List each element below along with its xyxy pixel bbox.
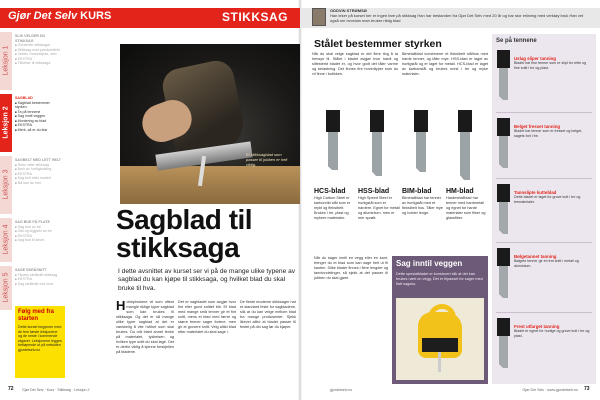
blade-steel (499, 136, 508, 168)
lesson-body (15, 158, 61, 185)
teeth-sidebar (492, 34, 596, 384)
right-heading: Stålet bestemmer styrken (314, 38, 442, 50)
teeth-item (514, 324, 592, 338)
lesson-item: ■ Retur etter stikksag (15, 163, 61, 168)
footer-left-text: Gjør Det Selv · Kurs · Stikksag · Leksjon 2 (22, 388, 90, 392)
lesson-item: ■ Sag belt etter modell (15, 176, 61, 181)
lesson-item: ■ Bruk av hurtigkobling (15, 167, 61, 172)
brand-name: Gjør Det Selv (8, 10, 78, 22)
lesson-item: ■ EKSTRA (15, 277, 61, 282)
author-name: ODDVIN STRØMSØ (330, 8, 367, 13)
followup-text: Dette kurset begynner med de fem første leksjonene og de neste i kommende utgaver. Leksjonene legges fortløpende ut på nettsiden gjordetselv.no (18, 325, 62, 352)
blade-shank (497, 118, 510, 136)
hero-photo-jigsaw (120, 44, 300, 204)
teeth-item-text: Bladet er egnet for hurtige og grove kutt i tre og plast. (514, 329, 590, 338)
lesson-tab-label: Leksjon 3 (2, 169, 10, 200)
hero-caption: Et stikksagblad som passer til jobben er helt viktig. (246, 152, 288, 167)
blade-type-block (314, 188, 356, 221)
teeth-item (514, 190, 592, 204)
lesson-item: ■ EKSTRA (15, 234, 61, 239)
author-photo (312, 8, 326, 26)
blade-steel (328, 132, 338, 170)
blade-steel (499, 68, 508, 100)
lesson-item: ■ Stikksag med penduleffekt (15, 48, 61, 53)
lesson-item: ■ Merk, så er du klar (15, 128, 61, 133)
blade-shank (497, 318, 510, 336)
teeth-sidebar-title: Se på tennene (496, 38, 537, 44)
feature-text: Dette spesialbladet er konstruert slik at det kan brukes nært en vegg. Det er tilpasset for sager med flatt sagsko. (396, 272, 483, 286)
lesson-body (15, 220, 61, 243)
teeth-item-title: Tannslipte kutteblad (514, 190, 557, 195)
teeth-separator (496, 178, 592, 179)
lesson-tab-label: Leksjon 2 (2, 106, 10, 139)
teeth-item-title: Uslag sliper tanning (514, 56, 556, 61)
blade-type-text: High Speed Steel er hurtigstål som er hardere. Egnet for metall og aluminium, men er mer sprøtt. (358, 196, 400, 220)
lesson-body (15, 268, 61, 286)
blade-type-block (402, 188, 444, 216)
blade-type-block (358, 188, 400, 221)
blade-type-name: BIM-blad (402, 188, 432, 195)
followup-title: Følg med fra starten (18, 309, 55, 322)
blade-steel (416, 132, 426, 172)
article-standfirst: I dette avsnittet av kurset ser vi på de mange ulike typene av sagblad du kan kjøpe til stikksaga, og hvilket blad du skal bruke til hva. (118, 268, 296, 292)
teeth-item (514, 254, 592, 268)
teeth-item-title: Frest utfarget tanning (514, 324, 560, 329)
lesson-item: ■ Generelle stikksager (15, 43, 61, 48)
lesson-title: SAGBLAD (15, 96, 33, 100)
right-body-bottom: Når du sager inntil en vegg eller en kant, trenger du et blad som kan sage helt ut til kanten. Slike blader finnes i flere lengder og tanninndelinger, så sjekk at det passer til jobben du skal gjøre. (314, 256, 388, 280)
body-column-3: De fleste moderne stikksager har et standard feste for sagbladene, slik at du kan velge mellom blad fra mange produsenter. Sjekk likevel alltid at bladet passer til festet på din sag før du kjøper. (240, 300, 296, 329)
wood-plank (120, 166, 300, 204)
blade-types-photo (312, 110, 488, 196)
blade-type-name: HCS-blad (314, 188, 346, 195)
lesson-5 (0, 266, 62, 310)
lesson-item: ■ Tilpass skråsnitt stikksag (15, 273, 61, 278)
blade-type-text: Bimetallblad har tenner av hurtigstål med et fleksibelt hus. Tåler mye og holder lenge. (402, 196, 443, 215)
blade-steel (499, 266, 508, 298)
blade-type-name: HM-blad (446, 188, 474, 195)
lesson-item: ■ Sag bue av tre (15, 225, 61, 230)
lesson-2 (0, 94, 62, 152)
lesson-tab-label: Leksjon 4 (2, 224, 10, 255)
section-title: STIKKSAG (222, 10, 289, 24)
blade-shank (370, 110, 384, 132)
teeth-item-text: Bladet har fine tenner som er slipt for rette og fine snitt i tre og plast. (514, 61, 587, 70)
teeth-separator (496, 312, 592, 313)
teeth-item-text: Bladet har tenner som er fresset og belget, sagets fort i tre. (514, 129, 583, 138)
lesson-title: SLIK VELGER DU STIKKSAG (15, 34, 46, 43)
footer-right (308, 388, 592, 392)
lesson-tab (0, 32, 12, 90)
body-paragraph-1: obbybrukere vil som oftest mangle riktige typer sagblad som kan brukes til stikksaga. Og det er så mange ulike typer sagblad at det er vanskelig å vite hvilket som skal brukes. Du må blant annet tenke på materialet, tykkelsen og hvilken type snitt du skal lage. Det er derfor viktig å kjenne forskjellen på bladene. (116, 300, 174, 354)
body-column-1 (116, 300, 174, 355)
footer-right-text: Gjør Det Selv · www.gjordetselv.no (522, 388, 578, 392)
lesson-title: SAG BUE PÅ PLATE (15, 220, 50, 224)
lesson-item: ■ EKSTRA (15, 123, 61, 128)
lesson-item: ■ Sikt og leggsikt av tre (15, 229, 61, 234)
brand-suffix: KURS (80, 10, 112, 22)
lesson-item: ■ Sag skråsnitt ved nest (15, 282, 61, 287)
lesson-item: ■ Sag inntil veggen (15, 114, 61, 119)
lesson-item: ■ Vekter, motorstyrke, selv (15, 52, 61, 57)
teeth-item-text: Bølgete tenner gir et rent snitt i metall og aluminium. (514, 259, 579, 268)
lesson-tab (0, 94, 12, 152)
lesson-body (15, 96, 61, 132)
blade-type-name: HSS-blad (358, 188, 390, 195)
teeth-item-text: Dette bladet er laget for grove kutt i tre og trematerialer. (514, 195, 581, 204)
teeth-item-title: Belget fresset tanning (514, 124, 561, 129)
lesson-item: ■ EKSTRA (15, 57, 61, 62)
blade-steel (499, 202, 508, 234)
teeth-separator (496, 242, 592, 243)
blade-shank (326, 110, 340, 132)
lesson-item: ■ Montering av blad (15, 119, 61, 124)
teeth-item-title: Bølgetannet tanning (514, 254, 557, 259)
lesson-tab-label: Leksjon 5 (2, 272, 10, 303)
body-column-2: Det er sagbladet som avgjør hvor fint eller grovt snittet blir. Et blad med mange små tenner gir et fint snitt, mens et blad med færre og større tenner sager fortere, men gir et grovere snitt. Velg alltid blad etter materialet du skal sage i. (178, 300, 236, 334)
page-number-left: 72 (8, 386, 14, 392)
lesson-tab-label: Leksjon 1 (2, 45, 10, 76)
lesson-tab (0, 156, 12, 214)
feature-title: Sag inntil veggen (396, 259, 463, 268)
lesson-item: ■ Ta på tennene (15, 110, 61, 115)
article-headline: Sagblad til stikksaga (116, 204, 253, 263)
lesson-title: SAGBELT MED LETT HELT (15, 158, 61, 162)
lesson-body (15, 34, 61, 66)
lesson-item: ■ Sag bue til sirkel (15, 238, 61, 243)
footer-left (8, 388, 292, 392)
yellow-jigsaw-photo (396, 298, 484, 380)
blade-shank (497, 184, 510, 202)
lesson-item: ■ Sagblad bestemmer styrken (15, 101, 61, 110)
teeth-item (514, 56, 592, 70)
teeth-item (514, 124, 592, 138)
jigsaw-base (422, 338, 458, 352)
blade-type-text: High Carbon Steel er karbonrikt stål som er mykt og fleksibelt. Brukes i tre, plast og mykere materialer. (314, 196, 351, 220)
blade-steel (372, 132, 382, 176)
right-intro-2: Bimetallblad kombinerer et fleksibelt stålhus med harde tenner, og tåler mye. HSS-blad er laget av hurtigstål og er laget for metall. HCS-blad er laget av karbonstål og brukes mest i tre og myke materialer. (402, 52, 488, 76)
lesson-4 (0, 218, 62, 262)
lesson-title: SAGE SKRÅSNITT (15, 268, 47, 272)
followup-box (15, 306, 65, 378)
lesson-1 (0, 32, 62, 90)
footer-middle: gjordetselv.no (330, 388, 353, 392)
lesson-3 (0, 156, 62, 214)
jigsaw-blade (438, 352, 441, 372)
author-bio: Han leker på kurset her er ingen fare på stikksag Han har bestanden fra Gjør Det Selv med 20 år og har stor erfaring med verktøy bruk Han vet også om hvordan man bruker riktig blad (330, 13, 584, 23)
blade-shank (414, 110, 428, 132)
blade-shank (497, 50, 510, 68)
blade-shank (497, 248, 510, 266)
lesson-tab (0, 266, 12, 310)
lesson-tab (0, 218, 12, 262)
page-number-right: 73 (584, 386, 590, 392)
right-intro-1: Når du skal velge sagblad er det flere ting å ta hensyn til. Stålet i bladet avgjør hvor hardt og slitesterkt bladet er, og hvor godt det tåler varme og belastning. Det finnes fire hovedtyper som du vil finne i butikken. (312, 52, 398, 76)
blade-type-text: Hardmetallblad har tenner med hardmetall og egnet for harde materialer som fliser og glassfiber. (446, 196, 486, 220)
lesson-item: ■ Nå kan du mer (15, 181, 61, 186)
teeth-separator (496, 112, 592, 113)
blade-steel (460, 132, 470, 180)
lesson-item: ■ EKSTRA (15, 172, 61, 177)
blade-shank (458, 110, 472, 132)
blade-steel (499, 336, 508, 368)
blade-type-block (446, 188, 488, 221)
lesson-item: ■ Tilbehør til stikksaga (15, 61, 61, 66)
dropcap: H (116, 298, 126, 313)
feature-box-wall (392, 256, 488, 384)
magazine-brand (8, 10, 111, 22)
